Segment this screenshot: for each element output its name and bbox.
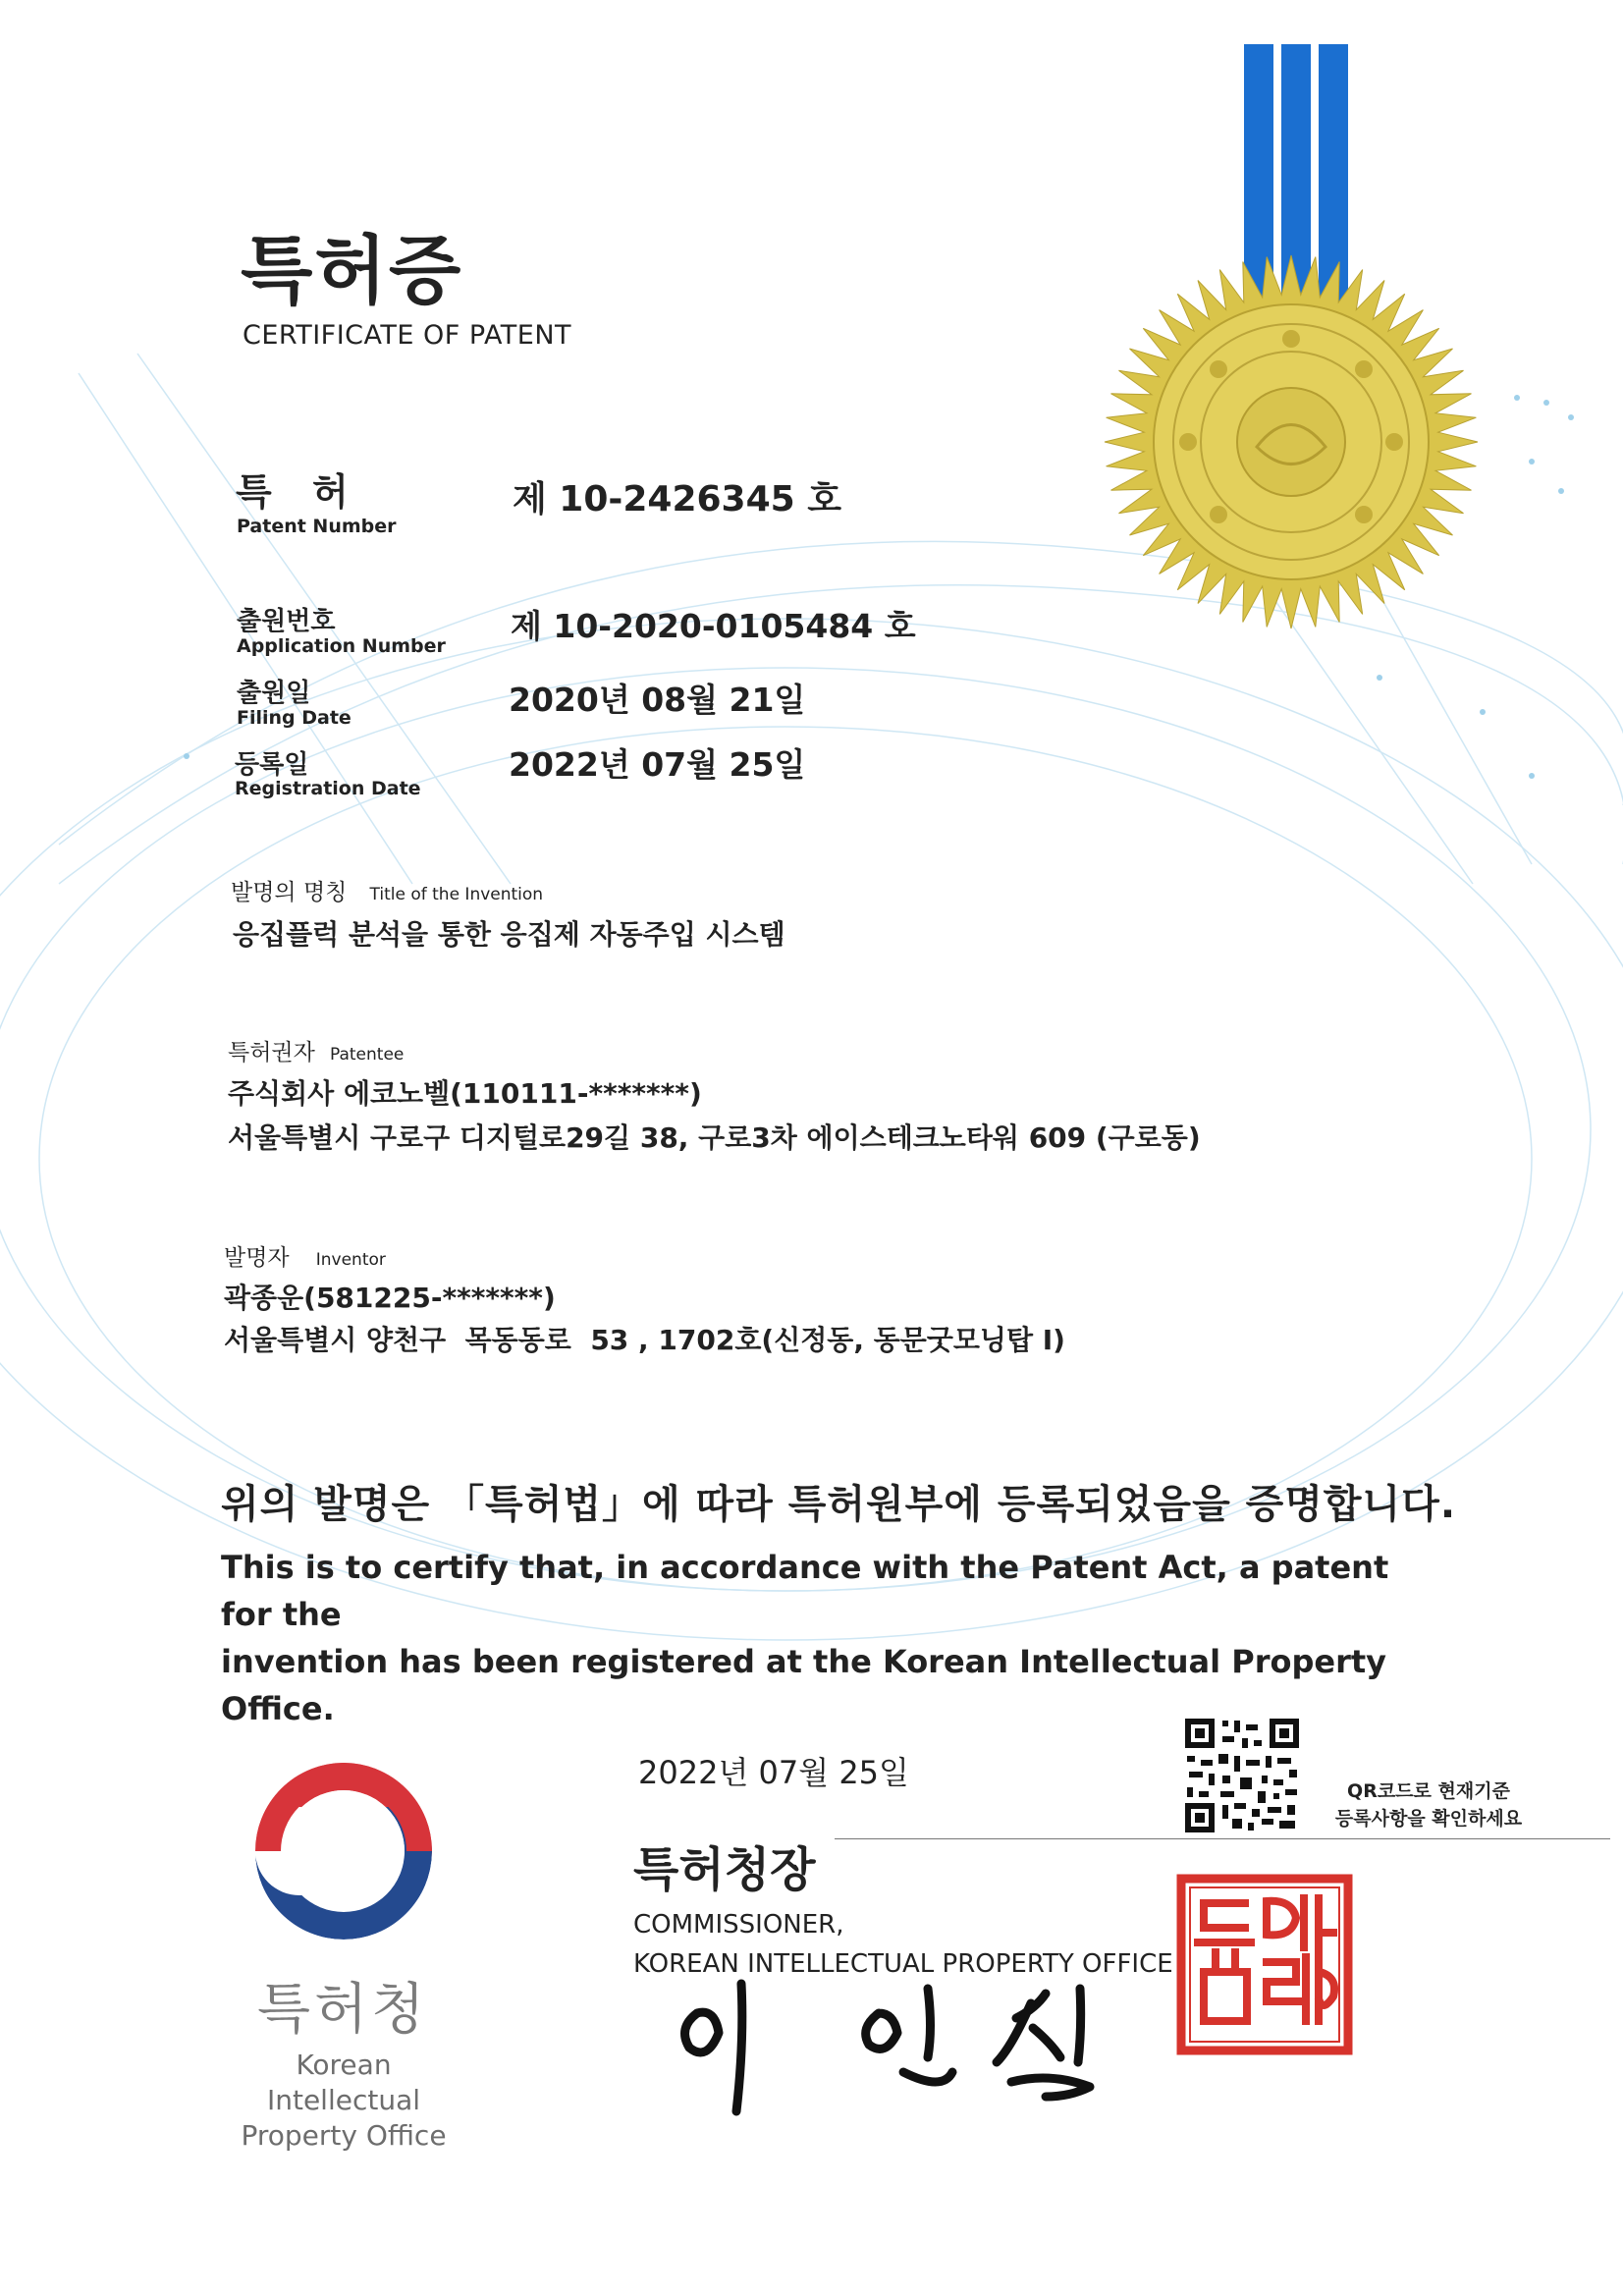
qr-code[interactable] [1183,1717,1301,1834]
certification-statement-en [221,1544,1438,1732]
issue-date: 2022년 07월 25일 [638,1754,909,1791]
qr-code-note [1316,1777,1542,1832]
patentee-address: 서울특별시 구로구 디지털로29길 38, 구로3차 에이스테크노타워 609 (구로동) [228,1121,1201,1154]
certification-statement-en-line2: invention has been registered at the Korean Intellectual Property Office. [221,1643,1387,1727]
certification-statement-ko: 위의 발명은 「특허법」에 따라 특허원부에 등록되었음을 증명합니다. [221,1482,1457,1527]
qr-note-line2: 등록사항을 확인하세요 [1334,1808,1523,1830]
inventor-label-ko: 발명자 [224,1245,290,1271]
registration-date-label-en: Registration Date [235,778,421,799]
patentee-label-ko: 특허권자 [228,1040,315,1066]
patent-number-value: 제 10-2426345 호 [513,479,841,519]
invention-title-label [231,874,543,906]
kipo-name-ko: 특허청 [257,1978,429,2042]
inventor-address: 서울특별시 양천구 목동동로 53 , 1702호(신정동, 동문굿모닝탑 I) [224,1324,1065,1356]
kipo-name-en [216,2048,471,2154]
qr-note-line1: QR코드로 현재기준 [1347,1780,1510,1802]
invention-title-label-ko: 발명의 명칭 [231,880,348,905]
commissioner-signature [658,1974,1129,2121]
application-number-value: 제 10-2020-0105484 호 [511,607,916,645]
invention-title-label-en: Title of the Invention [369,885,544,904]
filing-date-label-en: Filing Date [237,707,352,729]
kipo-name-en-line1: Korean Intellectual [266,2049,421,2116]
application-number-label-en: Application Number [237,635,446,657]
application-number-label-ko: 출원번호 [237,607,336,636]
commissioner-title-en [633,1905,1173,1984]
certificate-title-en: CERTIFICATE OF PATENT [243,320,572,351]
filing-date-value: 2020년 08월 21일 [509,681,806,719]
registration-date-label-ko: 등록일 [235,750,309,780]
kipo-taegeuk-logo [250,1758,437,1944]
filing-date-label-ko: 출원일 [237,679,311,708]
commissioner-title-en-line1: COMMISSIONER, [633,1910,844,1940]
patent-number-label-ko: 특 허 [236,470,362,514]
commissioner-title-ko: 특허청장 [633,1842,816,1897]
commissioner-title-en-line2: KOREAN INTELLECTUAL PROPERTY OFFICE [633,1949,1173,1979]
inventor-name: 곽종운(581225-*******) [224,1282,556,1314]
patent-number-label-en: Patent Number [237,516,397,537]
kipo-name-en-line2: Property Office [241,2119,447,2152]
inventor-label [224,1239,386,1272]
certification-statement-en-line1: This is to certify that, in accordance with the Patent Act, a patent for the [221,1549,1389,1633]
registration-date-value: 2022년 07월 25일 [509,745,806,784]
inventor-label-en: Inventor [315,1250,386,1270]
divider-line [835,1838,1610,1839]
official-seal-stamp [1176,1874,1353,2055]
patentee-label-en: Patentee [329,1045,405,1065]
gold-seal-emblem [1095,39,1488,638]
invention-title-value: 응집플럭 분석을 통한 응집제 자동주입 시스템 [233,918,785,951]
patentee-label [228,1034,404,1066]
patentee-name: 주식회사 에코노벨(110111-*******) [228,1077,702,1110]
certificate-title-ko: 특허증 [241,227,463,314]
